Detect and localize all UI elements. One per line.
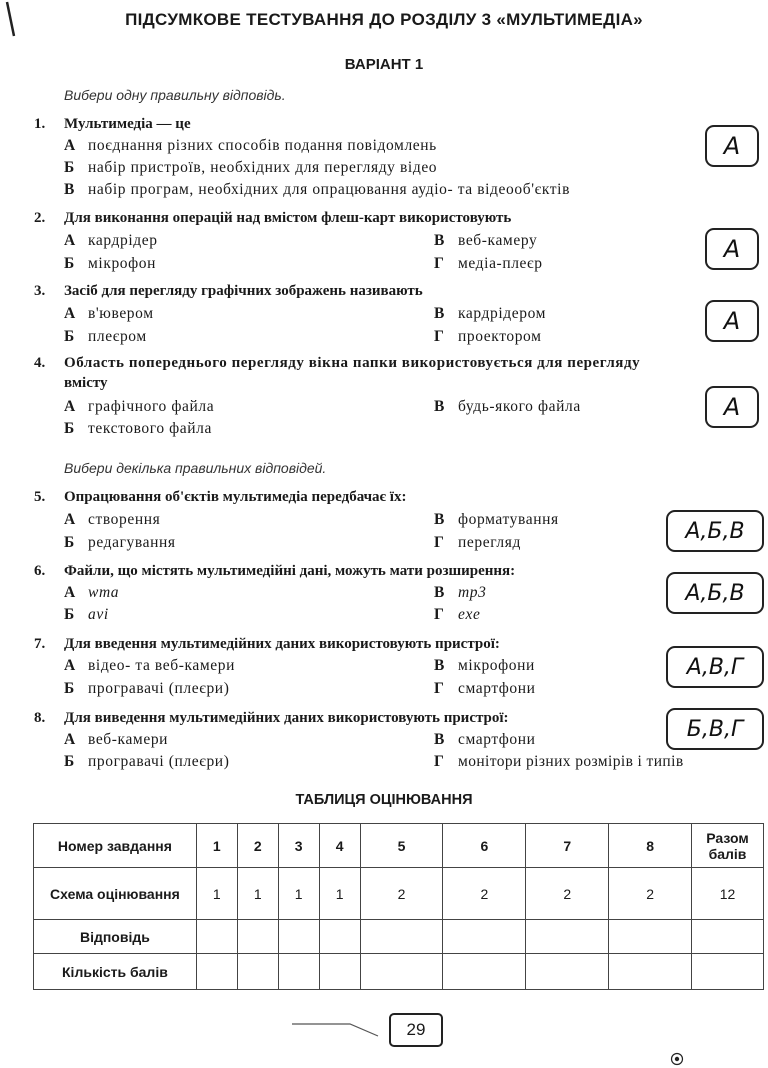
footer-decoration [290,1018,390,1040]
option[interactable] [434,328,542,346]
option[interactable] [434,584,487,602]
question-text: Для введення мультимедійних даних використовують пристрої: [64,636,500,652]
answer-box[interactable]: А [705,386,759,428]
option-text: форматування [458,511,559,528]
option[interactable] [64,181,570,199]
instruction-single: Вибери одну правильну відповідь. [64,87,286,103]
score-cell: 1 [319,868,360,920]
answer-cell[interactable] [196,920,237,954]
task-number-cell: 1 [196,824,237,868]
option-letter: В [434,731,445,748]
task-number-cell: 2 [237,824,278,868]
option-text: програвачі (плеєри) [88,680,230,697]
question-number: 7. [34,636,46,652]
option-letter: Г [434,534,444,551]
option[interactable] [434,255,543,273]
option-letter: Г [434,753,444,770]
option-letter: В [64,181,75,198]
score-cell: 2 [443,868,526,920]
question-text: Файли, що містять мультимедійні дані, можуть мати розширення: [64,563,516,579]
table-row [34,868,764,920]
answer-cell[interactable] [319,920,360,954]
option-letter: В [434,232,445,249]
points-cell[interactable] [319,954,360,990]
option[interactable] [64,159,437,177]
answer-cell[interactable] [237,920,278,954]
option-text: wma [88,584,120,601]
option-text: проектором [458,328,542,345]
option[interactable] [64,534,176,552]
score-cell: 1 [278,868,319,920]
row-header: Схема оцінювання [34,868,197,920]
question-text: Засіб для перегляду графічних зображень називають [64,283,423,299]
option[interactable] [64,731,168,749]
table-row [34,954,764,990]
table-row [34,920,764,954]
score-cell: 2 [526,868,609,920]
option-text: смартфони [458,731,536,748]
question-text: Опрацювання об'єктів мультимедіа передбачає їх: [64,489,407,505]
points-cell[interactable] [237,954,278,990]
option-text: кардрідер [88,232,158,249]
option-letter: Б [64,534,75,551]
option-letter: В [434,398,445,415]
question-text: Для виведення мультимедійних даних використовують пристрої: [64,710,509,726]
option-letter: Б [64,255,75,272]
points-cell[interactable] [443,954,526,990]
option-letter: Б [64,328,75,345]
option-letter: А [64,657,76,674]
option-text: веб-камеру [458,232,538,249]
option-text: мікрофон [88,255,157,272]
option-letter: Г [434,255,444,272]
option[interactable] [64,305,154,323]
option-letter: Б [64,159,75,176]
total-score-cell: 12 [692,868,764,920]
page-title: ПІДСУМКОВЕ ТЕСТУВАННЯ ДО РОЗДІЛУ 3 «МУЛЬТИМЕДІА» [125,10,643,29]
option[interactable] [64,398,214,416]
option-letter: Г [434,328,444,345]
option[interactable] [434,657,535,675]
option[interactable] [434,731,536,749]
option[interactable] [64,232,158,250]
variant-heading: ВАРІАНТ 1 [344,56,424,73]
option[interactable] [64,511,160,529]
task-number-cell: 3 [278,824,319,868]
question-number: 3. [34,283,46,299]
option-text: веб-камери [88,731,169,748]
question-text-continued: вмісту [64,375,108,391]
target-icon [670,1052,684,1066]
option-text: медіа-плеєр [458,255,543,272]
page-number: 29 [389,1013,443,1047]
answer-cell[interactable] [360,920,443,954]
answer-box[interactable]: А [705,228,759,270]
question-number: 1. [34,116,46,132]
option-text: набір пристроїв, необхідних для перегляду відео [88,159,438,176]
option-text: avi [88,606,109,623]
row-header: Відповідь [34,920,197,954]
option[interactable] [64,753,229,771]
answer-box[interactable]: А,Б,В [666,572,764,614]
option-letter: А [64,232,76,249]
answer-box[interactable]: А,Б,В [666,510,764,552]
option[interactable] [434,398,581,416]
answer-box[interactable]: А [705,300,759,342]
option[interactable] [434,606,480,624]
question-number: 6. [34,563,46,579]
score-cell: 1 [196,868,237,920]
option[interactable] [434,511,559,529]
option-text: плеєром [88,328,147,345]
option-letter: В [434,305,445,322]
score-cell: 2 [360,868,443,920]
question-text: Область попереднього перегляду вікна папки використовується для перегляду [64,355,641,371]
task-number-cell: 6 [443,824,526,868]
option-text: смартфони [458,680,536,697]
option-letter: Г [434,680,444,697]
points-cell[interactable] [196,954,237,990]
table-title: ТАБЛИЦЯ ОЦІНЮВАННЯ [295,792,473,808]
option-letter: В [434,584,445,601]
answer-cell[interactable] [609,920,692,954]
question-number: 8. [34,710,46,726]
option[interactable] [64,584,119,602]
option[interactable] [64,680,229,698]
answer-cell[interactable] [692,920,764,954]
option[interactable] [434,232,537,250]
points-cell[interactable] [360,954,443,990]
option[interactable] [64,420,212,438]
total-header: Разом балів [692,824,764,868]
option-text: в'ювером [88,305,154,322]
option-letter: А [64,511,76,528]
question-text: Для виконання операцій над вмістом флеш-карт використовують [64,210,512,226]
points-cell[interactable] [692,954,764,990]
option-letter: А [64,731,76,748]
points-cell[interactable] [278,954,319,990]
option-text: програвачі (плеєри) [88,753,230,770]
option-text: поєднання різних способів подання повідомлень [88,137,437,154]
option-text: створення [88,511,161,528]
answer-cell[interactable] [443,920,526,954]
option[interactable] [64,137,437,155]
option-text: набір програм, необхідних для опрацювання аудіо- та відеооб'єктів [88,181,570,198]
option[interactable] [64,657,235,675]
option[interactable] [64,328,147,346]
row-header: Номер завдання [34,824,197,868]
option-text: exe [458,606,481,623]
option-letter: В [434,511,445,528]
option-text: мікрофони [458,657,535,674]
option-text: mp3 [458,584,487,601]
option-text: будь-якого файла [458,398,581,415]
option[interactable] [434,753,684,771]
question-number: 2. [34,210,46,226]
points-cell[interactable] [609,954,692,990]
points-cell[interactable] [526,954,609,990]
answer-box[interactable]: А,В,Г [666,646,764,688]
task-number-cell: 8 [609,824,692,868]
question-number: 4. [34,355,46,371]
option-letter: А [64,398,76,415]
task-number-cell: 4 [319,824,360,868]
option-letter: Б [64,606,75,623]
answer-box[interactable]: А [705,125,759,167]
option-text: текстового файла [88,420,212,437]
option-letter: А [64,584,76,601]
answer-cell[interactable] [278,920,319,954]
option-text: відео- та веб-камери [88,657,235,674]
task-number-cell: 5 [360,824,443,868]
option[interactable] [434,534,521,552]
option-letter: А [64,137,76,154]
option-letter: Б [64,420,75,437]
score-cell: 2 [609,868,692,920]
answer-box[interactable]: Б,В,Г [666,708,764,750]
option[interactable] [434,305,546,323]
answer-cell[interactable] [526,920,609,954]
option-letter: Б [64,753,75,770]
score-cell: 1 [237,868,278,920]
option-letter: А [64,305,76,322]
scoring-table [33,823,764,990]
option-text: редагування [88,534,176,551]
table-row [34,824,764,868]
question-text: Мультимедіа — це [64,116,191,132]
option-letter: Г [434,606,444,623]
task-number-cell: 7 [526,824,609,868]
option-text: монітори різних розмірів і типів [458,753,684,770]
question-number: 5. [34,489,46,505]
option[interactable] [64,255,156,273]
option-text: кардрідером [458,305,547,322]
option[interactable] [434,680,536,698]
option-text: перегляд [458,534,521,551]
instruction-multiple: Вибери декілька правильних відповідей. [64,460,327,476]
row-header: Кількість балів [34,954,197,990]
option-letter: В [434,657,445,674]
option-text: графічного файла [88,398,215,415]
option[interactable] [64,606,109,624]
option-letter: Б [64,680,75,697]
